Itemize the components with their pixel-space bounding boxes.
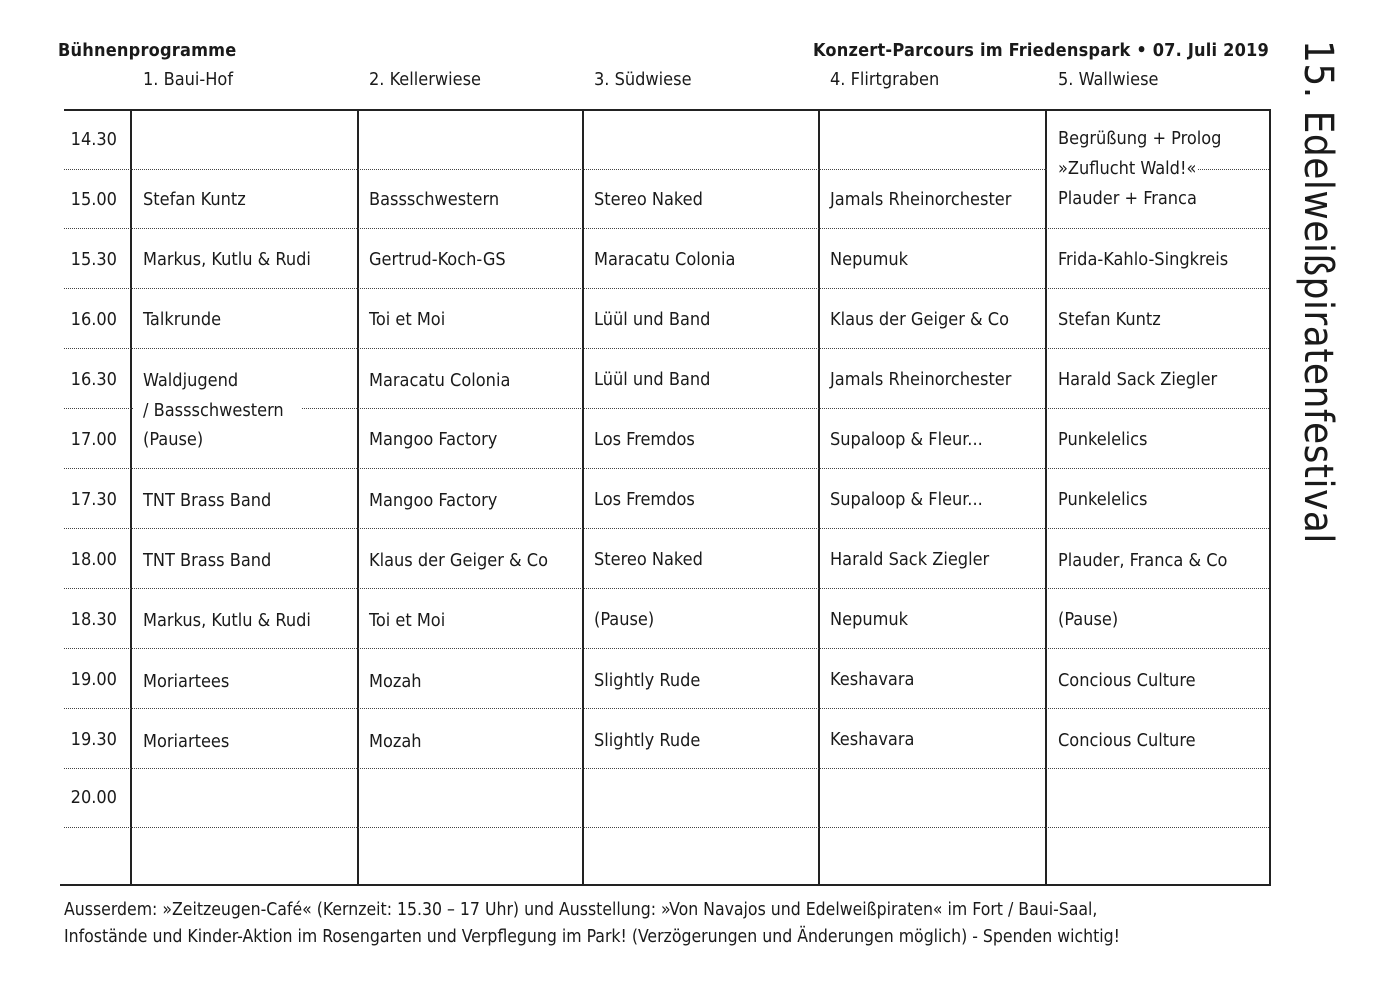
- time-label: 19.00: [70, 669, 117, 690]
- schedule-cell: Plauder, Franca & Co: [1058, 550, 1228, 571]
- schedule-cell: Jamals Rheinorchester: [830, 189, 1012, 210]
- schedule-cell: TNT Brass Band: [143, 550, 272, 571]
- time-label: 16.00: [70, 309, 117, 330]
- time-label: 16.30: [70, 369, 117, 390]
- row-divider: [64, 588, 1269, 589]
- event-subtitle: Konzert-Parcours im Friedenspark • 07. Juli 2019: [813, 40, 1269, 61]
- stage-header-2: 2. Kellerwiese: [369, 69, 482, 90]
- stage-header-4: 4. Flirtgraben: [830, 69, 940, 90]
- row-divider: [64, 708, 1269, 709]
- schedule-cell: Keshavara: [830, 669, 915, 690]
- schedule-cell: Harald Sack Ziegler: [1058, 369, 1218, 390]
- festival-title: 15. Edelweißpiratenfestival: [1295, 40, 1341, 544]
- time-label: 20.00: [70, 787, 117, 808]
- schedule-cell: Mangoo Factory: [369, 429, 498, 450]
- schedule-cell: »Zuflucht Wald!«: [1058, 158, 1197, 179]
- schedule-cell: Supaloop & Fleur...: [830, 489, 983, 510]
- schedule-cell: Supaloop & Fleur...: [830, 429, 983, 450]
- row-divider: [64, 528, 1269, 529]
- schedule-cell: Frida-Kahlo-Singkreis: [1058, 249, 1229, 270]
- row-divider: [64, 648, 1269, 649]
- time-label: 17.30: [70, 489, 117, 510]
- schedule-cell: Begrüßung + Prolog: [1058, 128, 1222, 149]
- schedule-cell: Toi et Moi: [369, 610, 446, 631]
- schedule-cell: Bassschwestern: [369, 189, 500, 210]
- schedule-cell: TNT Brass Band: [143, 490, 272, 511]
- schedule-cell: Stereo Naked: [594, 189, 703, 210]
- schedule-cell: Gertrud-Koch-GS: [369, 249, 506, 270]
- grid-top-border: [64, 109, 583, 111]
- column-divider: [582, 109, 584, 886]
- footer-line-1: Ausserdem: »Zeitzeugen-Café« (Kernzeit: 15.30 – 17 Uhr) und Ausstellung: »Von Navajos und Edelweißpiraten« im Fort / Baui-Saal,: [64, 900, 1098, 920]
- schedule-cell: Lüül und Band: [594, 309, 711, 330]
- schedule-cell: Toi et Moi: [369, 309, 446, 330]
- row-divider: [64, 468, 1269, 469]
- row-divider: [64, 228, 1269, 229]
- schedule-cell: Punkelelics: [1058, 429, 1148, 450]
- stage-header-1: 1. Baui-Hof: [143, 69, 234, 90]
- row-divider: [64, 827, 1269, 828]
- schedule-cell: (Pause): [594, 609, 655, 630]
- schedule-cell: Keshavara: [830, 729, 915, 750]
- footer-line-2: Infostände und Kinder-Aktion im Rosengarten und Verpflegung im Park! (Verzögerungen und Änderungen möglich) - Spenden wichtig!: [64, 927, 1120, 947]
- row-divider: [64, 348, 1269, 349]
- footer-note: [64, 897, 1120, 951]
- stage-header-3: 3. Südwiese: [594, 69, 692, 90]
- time-label: 15.30: [70, 249, 117, 270]
- page-heading: Bühnenprogramme: [58, 40, 237, 61]
- row-divider: [64, 288, 1269, 289]
- schedule-cell: Klaus der Geiger & Co: [369, 550, 548, 571]
- schedule-cell: Talkrunde: [143, 309, 222, 330]
- schedule-cell: Jamals Rheinorchester: [830, 369, 1012, 390]
- schedule-cell: Los Fremdos: [594, 429, 695, 450]
- time-label: 19.30: [70, 729, 117, 750]
- schedule-cell: Concious Culture: [1058, 730, 1196, 751]
- schedule-cell: Moriartees: [143, 731, 230, 752]
- column-divider: [130, 109, 132, 886]
- column-divider: [357, 109, 359, 886]
- schedule-cell: Nepumuk: [830, 249, 909, 270]
- schedule-cell: Slightly Rude: [594, 670, 701, 691]
- grid-bottom-border: [60, 884, 1271, 886]
- column-divider: [1045, 109, 1047, 886]
- schedule-cell: (Pause): [143, 429, 204, 450]
- schedule-cell: Slightly Rude: [594, 730, 701, 751]
- grid-top-border: [583, 109, 1271, 111]
- time-label: 15.00: [70, 189, 117, 210]
- schedule-cell: Plauder + Franca: [1058, 188, 1197, 209]
- time-label: 18.00: [70, 549, 117, 570]
- row-divider: [64, 768, 1269, 769]
- time-label: 18.30: [70, 609, 117, 630]
- schedule-cell: Stereo Naked: [594, 549, 703, 570]
- schedule-cell: / Bassschwestern: [143, 400, 284, 421]
- schedule-cell: Markus, Kutlu & Rudi: [143, 249, 311, 270]
- schedule-cell: Moriartees: [143, 671, 230, 692]
- schedule-cell: Mozah: [369, 731, 422, 752]
- schedule-cell: Los Fremdos: [594, 489, 695, 510]
- schedule-cell: Lüül und Band: [594, 369, 711, 390]
- schedule-cell: Markus, Kutlu & Rudi: [143, 610, 311, 631]
- schedule-cell: Mozah: [369, 671, 422, 692]
- time-label: 17.00: [70, 429, 117, 450]
- column-divider: [818, 109, 820, 886]
- schedule-cell: Mangoo Factory: [369, 490, 498, 511]
- stage-header-5: 5. Wallwiese: [1058, 69, 1159, 90]
- grid-right-border: [1269, 109, 1271, 886]
- schedule-cell: Maracatu Colonia: [369, 370, 511, 391]
- schedule-cell: Nepumuk: [830, 609, 909, 630]
- schedule-cell: Stefan Kuntz: [143, 189, 246, 210]
- schedule-cell: Harald Sack Ziegler: [830, 549, 990, 570]
- schedule-cell: (Pause): [1058, 609, 1119, 630]
- time-label: 14.30: [70, 129, 117, 150]
- schedule-cell: Punkelelics: [1058, 489, 1148, 510]
- schedule-cell: Waldjugend: [143, 370, 239, 391]
- schedule-cell: Stefan Kuntz: [1058, 309, 1161, 330]
- schedule-cell: Klaus der Geiger & Co: [830, 309, 1009, 330]
- schedule-cell: Maracatu Colonia: [594, 249, 736, 270]
- schedule-cell: Concious Culture: [1058, 670, 1196, 691]
